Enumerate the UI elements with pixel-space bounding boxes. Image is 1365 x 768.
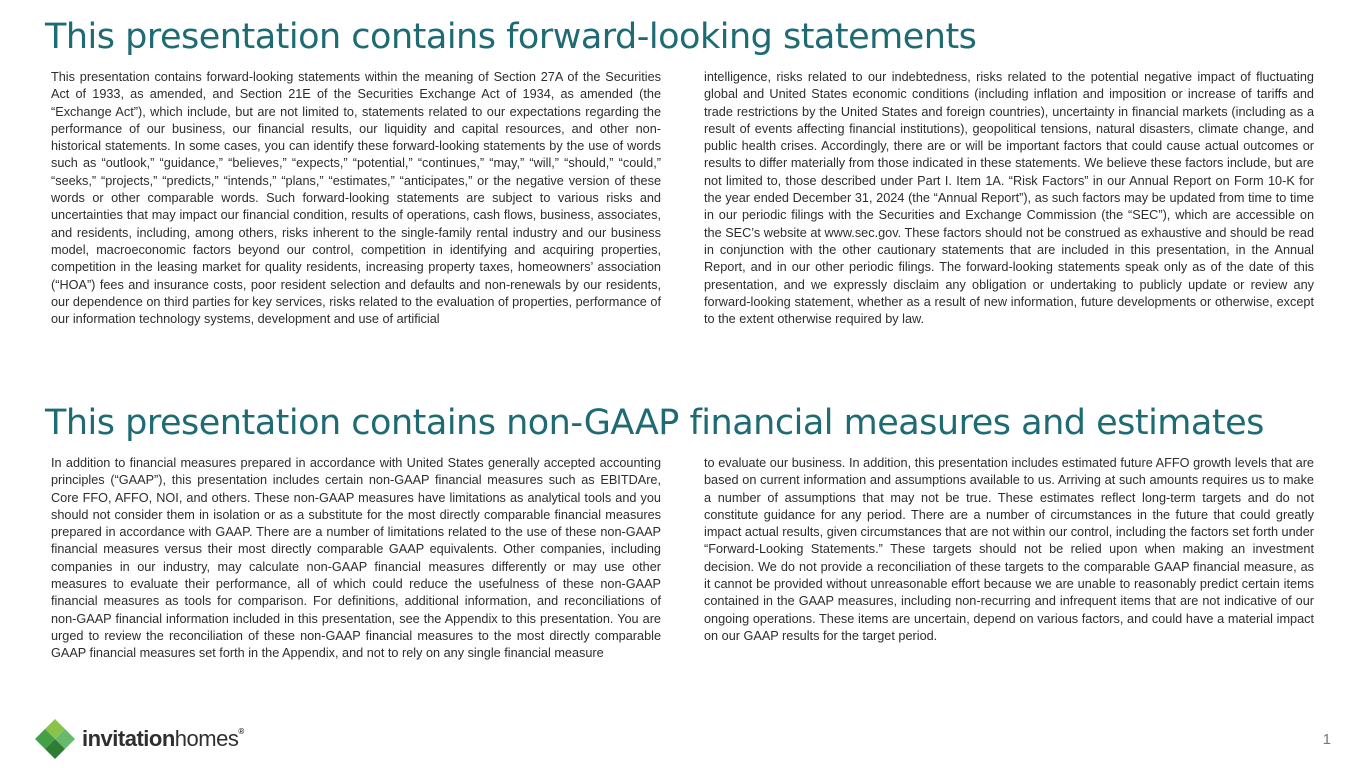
page-number: 1 [1322, 731, 1331, 748]
forward-looking-text-left: This presentation contains forward-looking statements within the meaning of Section 27A of the Securities Act of 1933, as amended, and Section 21E of the Securities Exchange Act of 1934, as amended (the “Exchange Act”), which include, but are not limited to, statements related to our expectations regarding the performance of our business, our financial results, our liquidity and capital resources, and other non-historical statements. In some cases, you can identify these forward-looking statements by the use of words such as “outlook,” “guidance,” “believes,” “expects,” “potential,” “continues,” “may,” “will,” “should,” “could,” “seeks,” “projects,” “predicts,” “intends,” “plans,” “estimates,” “anticipates,” or the negative version of these words or other comparable words. Such forward-looking statements are subject to various risks and uncertainties that may impact our financial condition, results of operations, cash flows, business, associates, and residents, including, among others, risks inherent to the single-family rental industry and our business model, macroeconomic factors beyond our control, competition in identifying and acquiring properties, competition in the leasing market for quality residents, increasing property taxes, homeowners’ association (“HOA”) fees and insurance costs, poor resident selection and defaults and non-renewals by our residents, our dependence on third parties for key services, risks related to the evaluation of properties, performance of our information technology systems, development and use of artificial [51, 70, 661, 327]
non-gaap-text-left: In addition to financial measures prepared in accordance with United States generally accepted accounting principles (“GAAP”), this presentation includes certain non-GAAP financial measures such as EBITDAre, Core FFO, AFFO, NOI, and others. These non-GAAP measures have limitations as analytical tools and you should not consider them in isolation or as a substitute for the most directly comparable financial measures prepared in accordance with GAAP. There are a number of limitations related to the use of these non-GAAP financial measures versus their most directly comparable GAAP equivalents. Other companies, including companies in our industry, may calculate non-GAAP financial measures differently or may use other measures to evaluate their performance, all of which could reduce the usefulness of these non-GAAP financial measures as tools for comparison. For definitions, additional information, and reconciliations of non-GAAP financial information included in this presentation, see the Appendix to this presentation. You are urged to review the reconciliation of these non-GAAP financial measures to the most directly comparable GAAP financial measures set forth in the Appendix, and not to rely on any single financial measure [51, 456, 661, 661]
non-gaap-heading: This presentation contains non-GAAP financial measures and estimates [45, 403, 1264, 443]
invitation-homes-logo [34, 718, 244, 760]
logo-mark-icon [34, 718, 76, 760]
registered-mark: ® [238, 727, 244, 736]
logo-word-homes: homes [174, 726, 239, 751]
forward-looking-text-right: intelligence, risks related to our indebtedness, risks related to the potential negative impact of fluctuating global and United States economic conditions (including inflation and imposition or increase of tariffs and trade restrictions by the United States and foreign countries), uncertainty in financial markets (including as a result of events affecting financial institutions), geopolitical tensions, natural disasters, climate change, and public health crises. Accordingly, there are or will be important factors that could cause actual outcomes or results to differ materially from those indicated in these statements. We believe these factors include, but are not limited to, those described under Part I. Item 1A. “Risk Factors” in our Annual Report on Form 10-K for the year ended December 31, 2024 (the “Annual Report”), as such factors may be updated from time to time in our periodic filings with the Securities and Exchange Commission (the “SEC”), which are accessible on the SEC’s website at www.sec.gov. These factors should not be construed as exhaustive and should be read in conjunction with the other cautionary statements that are included in this presentation, in the Annual Report, and in our other periodic filings. The forward-looking statements speak only as of the date of this presentation, and we expressly disclaim any obligation or undertaking to publicly update or review any forward-looking statement, whether as a result of new information, future developments or otherwise, except to the extent otherwise required by law. [704, 70, 1314, 327]
logo-word-invitation: invitation [82, 726, 175, 751]
forward-looking-heading: This presentation contains forward-looking statements [45, 17, 977, 57]
logo-wordmark [82, 728, 244, 750]
non-gaap-text-right: to evaluate our business. In addition, this presentation includes estimated future AFFO growth levels that are based on current information and assumptions available to us. Arriving at such amounts requires us to make a number of assumptions that may not be true. These estimates reflect long-term targets and do not constitute guidance for any period. There are a number of circumstances in the future that could greatly impact actual results, given circumstances that are not within our control, including the factors set forth under “Forward-Looking Statements.” These targets should not be relied upon when making an investment decision. We do not provide a reconciliation of these targets to the comparable GAAP financial measure, as it cannot be provided without unreasonable effort because we are unable to reasonably predict certain items contained in the GAAP measures, including non-recurring and infrequent items that are not indicative of our ongoing operations. These items are uncertain, depend on various factors, and could have a material impact on our GAAP results for the target period. [704, 456, 1315, 643]
